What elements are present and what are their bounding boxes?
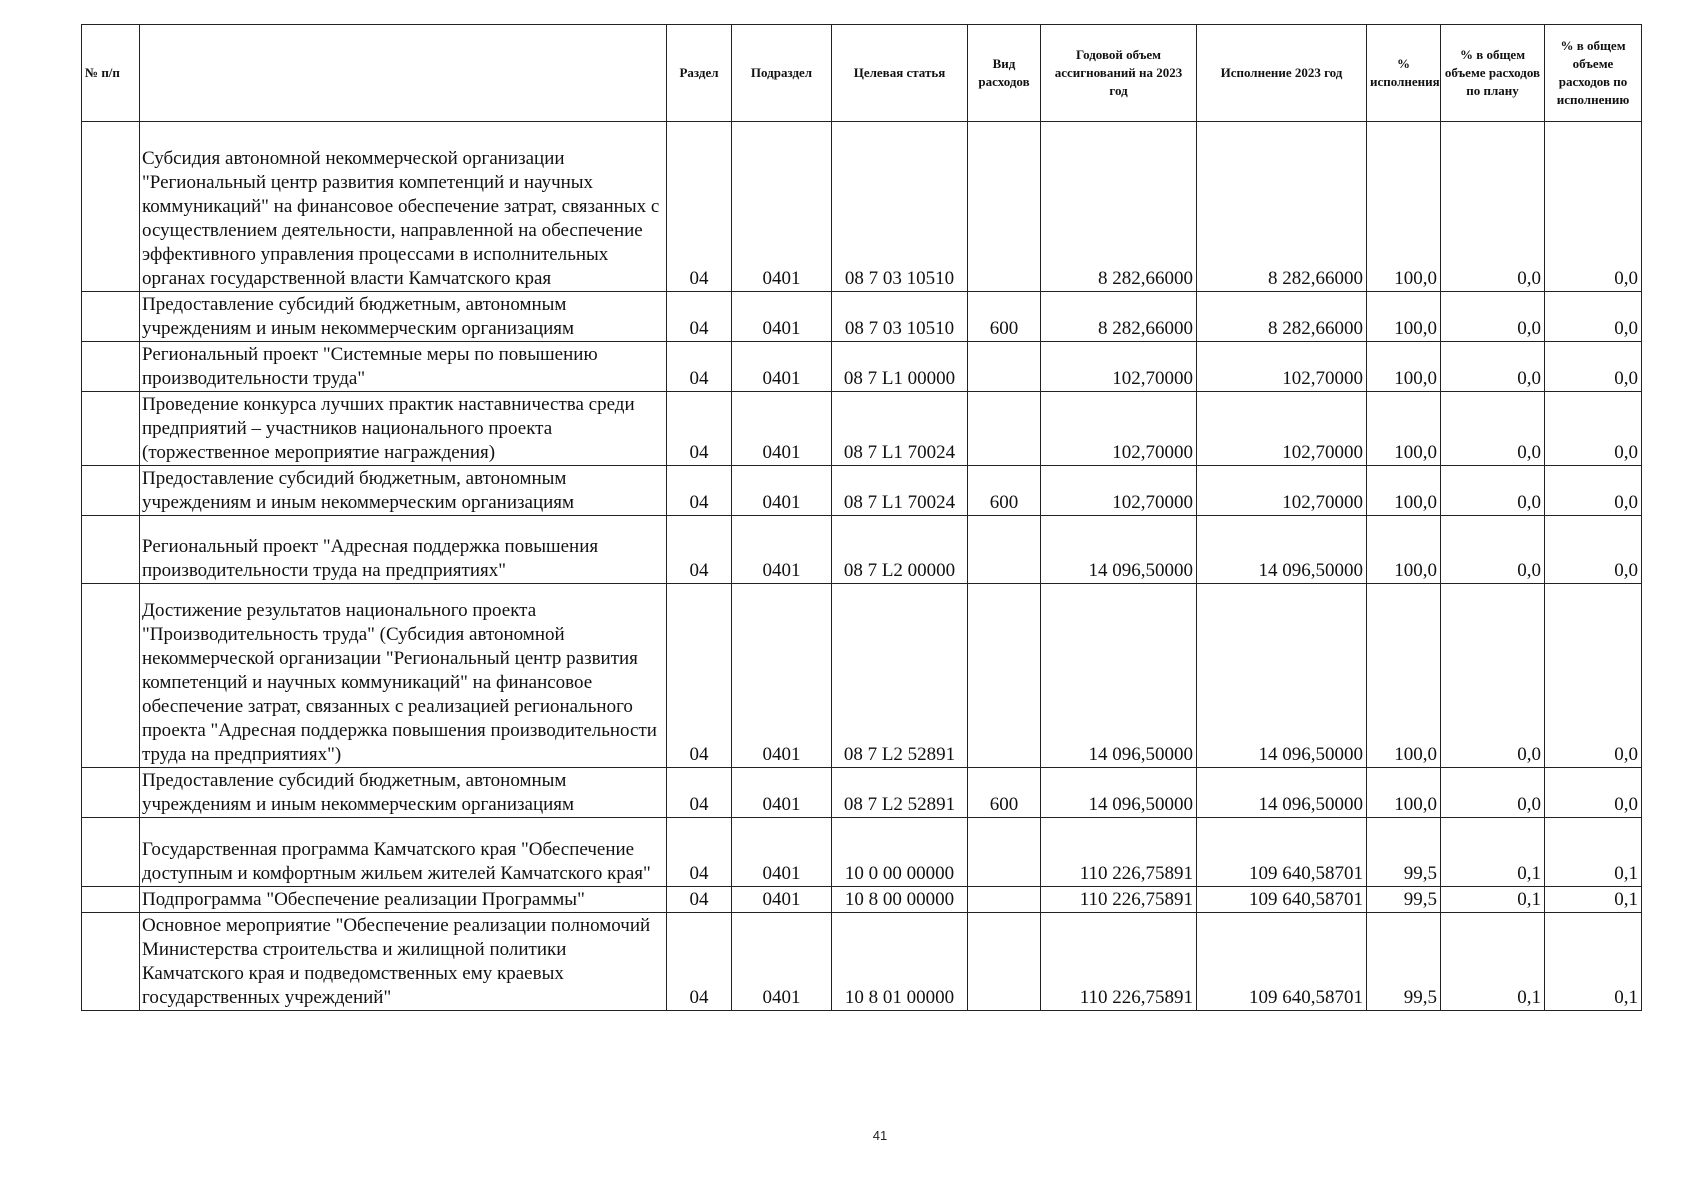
cell-pct-total-exec: 0,1 bbox=[1545, 887, 1642, 913]
cell-exec: 109 640,58701 bbox=[1197, 887, 1367, 913]
cell-type bbox=[968, 913, 1041, 1011]
header-pct-exec: % исполнения bbox=[1367, 25, 1441, 122]
cell-target: 10 0 00 00000 bbox=[832, 818, 968, 887]
table-row bbox=[82, 887, 1642, 913]
cell-num bbox=[82, 887, 140, 913]
cell-section: 04 bbox=[667, 768, 732, 818]
cell-target: 10 8 00 00000 bbox=[832, 887, 968, 913]
cell-type bbox=[968, 516, 1041, 584]
cell-section: 04 bbox=[667, 392, 732, 466]
cell-name: Основное мероприятие "Обеспечение реализации полномочий Министерства строительства и жилищной политики Камчатского края и подведомственных ему краевых государственных учреждений" bbox=[140, 913, 667, 1011]
cell-plan: 102,70000 bbox=[1041, 342, 1197, 392]
budget-table bbox=[81, 24, 1642, 1011]
cell-pct-plan: 0,0 bbox=[1441, 292, 1545, 342]
cell-subsection: 0401 bbox=[732, 466, 832, 516]
cell-pct-exec: 100,0 bbox=[1367, 392, 1441, 466]
cell-pct-exec: 100,0 bbox=[1367, 768, 1441, 818]
cell-target: 10 8 01 00000 bbox=[832, 913, 968, 1011]
cell-type bbox=[968, 122, 1041, 292]
cell-type bbox=[968, 818, 1041, 887]
cell-target: 08 7 L2 00000 bbox=[832, 516, 968, 584]
cell-type bbox=[968, 584, 1041, 768]
cell-pct-plan: 0,1 bbox=[1441, 913, 1545, 1011]
table-row bbox=[82, 584, 1642, 768]
table-row bbox=[82, 818, 1642, 887]
cell-plan: 14 096,50000 bbox=[1041, 768, 1197, 818]
cell-target: 08 7 L1 70024 bbox=[832, 466, 968, 516]
cell-subsection: 0401 bbox=[732, 342, 832, 392]
cell-pct-total-exec: 0,0 bbox=[1545, 584, 1642, 768]
cell-section: 04 bbox=[667, 516, 732, 584]
table-row bbox=[82, 466, 1642, 516]
cell-plan: 110 226,75891 bbox=[1041, 887, 1197, 913]
cell-plan: 110 226,75891 bbox=[1041, 913, 1197, 1011]
table-row bbox=[82, 292, 1642, 342]
cell-type bbox=[968, 392, 1041, 466]
cell-section: 04 bbox=[667, 466, 732, 516]
cell-exec: 102,70000 bbox=[1197, 342, 1367, 392]
cell-plan: 14 096,50000 bbox=[1041, 516, 1197, 584]
cell-pct-total-exec: 0,0 bbox=[1545, 768, 1642, 818]
cell-section: 04 bbox=[667, 292, 732, 342]
cell-target: 08 7 03 10510 bbox=[832, 122, 968, 292]
cell-type: 600 bbox=[968, 466, 1041, 516]
cell-subsection: 0401 bbox=[732, 768, 832, 818]
cell-num bbox=[82, 913, 140, 1011]
cell-num bbox=[82, 584, 140, 768]
cell-pct-exec: 100,0 bbox=[1367, 342, 1441, 392]
cell-name: Государственная программа Камчатского края "Обеспечение доступным и комфортным жильем жителей Камчатского края" bbox=[140, 818, 667, 887]
cell-subsection: 0401 bbox=[732, 516, 832, 584]
cell-section: 04 bbox=[667, 913, 732, 1011]
cell-pct-plan: 0,0 bbox=[1441, 516, 1545, 584]
cell-exec: 14 096,50000 bbox=[1197, 516, 1367, 584]
cell-num bbox=[82, 818, 140, 887]
cell-num bbox=[82, 292, 140, 342]
cell-type: 600 bbox=[968, 292, 1041, 342]
table-row bbox=[82, 768, 1642, 818]
cell-num bbox=[82, 768, 140, 818]
table-header-row bbox=[82, 25, 1642, 122]
cell-exec: 8 282,66000 bbox=[1197, 122, 1367, 292]
cell-subsection: 0401 bbox=[732, 887, 832, 913]
header-section: Раздел bbox=[667, 25, 732, 122]
cell-plan: 14 096,50000 bbox=[1041, 584, 1197, 768]
cell-plan: 102,70000 bbox=[1041, 392, 1197, 466]
cell-name: Региональный проект "Адресная поддержка повышения производительности труда на предприятиях" bbox=[140, 516, 667, 584]
cell-target: 08 7 L2 52891 bbox=[832, 584, 968, 768]
cell-pct-total-exec: 0,0 bbox=[1545, 292, 1642, 342]
cell-subsection: 0401 bbox=[732, 818, 832, 887]
cell-plan: 8 282,66000 bbox=[1041, 122, 1197, 292]
cell-target: 08 7 03 10510 bbox=[832, 292, 968, 342]
cell-pct-plan: 0,0 bbox=[1441, 584, 1545, 768]
cell-pct-total-exec: 0,1 bbox=[1545, 913, 1642, 1011]
cell-name: Субсидия автономной некоммерческой организации "Региональный центр развития компетенций и научных коммуникаций" на финансовое обеспечение затрат, связанных с осуществлением деятельности, направленной на обеспечение эффективного управления процессами в исполнительных органах государственной власти Камчатского края bbox=[140, 122, 667, 292]
header-exec: Исполнение 2023 год bbox=[1197, 25, 1367, 122]
cell-pct-plan: 0,0 bbox=[1441, 392, 1545, 466]
cell-section: 04 bbox=[667, 584, 732, 768]
cell-exec: 109 640,58701 bbox=[1197, 818, 1367, 887]
cell-pct-total-exec: 0,1 bbox=[1545, 818, 1642, 887]
cell-name: Предоставление субсидий бюджетным, автономным учреждениям и иным некоммерческим организациям bbox=[140, 768, 667, 818]
cell-subsection: 0401 bbox=[732, 913, 832, 1011]
cell-plan: 102,70000 bbox=[1041, 466, 1197, 516]
cell-subsection: 0401 bbox=[732, 392, 832, 466]
cell-pct-exec: 99,5 bbox=[1367, 913, 1441, 1011]
cell-name: Предоставление субсидий бюджетным, автономным учреждениям и иным некоммерческим организациям bbox=[140, 292, 667, 342]
cell-pct-plan: 0,0 bbox=[1441, 466, 1545, 516]
table-row bbox=[82, 392, 1642, 466]
cell-section: 04 bbox=[667, 122, 732, 292]
cell-name: Проведение конкурса лучших практик наставничества среди предприятий – участников национального проекта (торжественное мероприятие награждения) bbox=[140, 392, 667, 466]
cell-type: 600 bbox=[968, 768, 1041, 818]
cell-pct-total-exec: 0,0 bbox=[1545, 122, 1642, 292]
cell-subsection: 0401 bbox=[732, 584, 832, 768]
cell-plan: 110 226,75891 bbox=[1041, 818, 1197, 887]
cell-pct-total-exec: 0,0 bbox=[1545, 466, 1642, 516]
cell-name: Предоставление субсидий бюджетным, автономным учреждениям и иным некоммерческим организациям bbox=[140, 466, 667, 516]
table-row bbox=[82, 122, 1642, 292]
cell-name: Достижение результатов национального проекта "Производительность труда" (Субсидия автономной некоммерческой организации "Региональный центр развития компетенций и научных коммуникаций" на финансовое обеспечение затрат, связанных с реализацией регионального проекта "Адресная поддержка повышения производительности труда на предприятиях") bbox=[140, 584, 667, 768]
cell-target: 08 7 L1 70024 bbox=[832, 392, 968, 466]
cell-pct-plan: 0,0 bbox=[1441, 342, 1545, 392]
cell-pct-exec: 100,0 bbox=[1367, 292, 1441, 342]
cell-pct-exec: 100,0 bbox=[1367, 516, 1441, 584]
cell-num bbox=[82, 392, 140, 466]
cell-num bbox=[82, 122, 140, 292]
cell-pct-plan: 0,1 bbox=[1441, 818, 1545, 887]
cell-exec: 102,70000 bbox=[1197, 392, 1367, 466]
table-row bbox=[82, 913, 1642, 1011]
cell-name: Подпрограмма "Обеспечение реализации Программы" bbox=[140, 887, 667, 913]
cell-pct-exec: 100,0 bbox=[1367, 584, 1441, 768]
page-number: 41 bbox=[872, 1128, 888, 1143]
header-name bbox=[140, 25, 667, 122]
cell-subsection: 0401 bbox=[732, 292, 832, 342]
cell-pct-exec: 100,0 bbox=[1367, 122, 1441, 292]
table-body bbox=[82, 122, 1642, 1011]
cell-section: 04 bbox=[667, 887, 732, 913]
cell-section: 04 bbox=[667, 342, 732, 392]
header-subsection: Подраздел bbox=[732, 25, 832, 122]
cell-exec: 102,70000 bbox=[1197, 466, 1367, 516]
cell-target: 08 7 L1 00000 bbox=[832, 342, 968, 392]
cell-pct-exec: 100,0 bbox=[1367, 466, 1441, 516]
cell-plan: 8 282,66000 bbox=[1041, 292, 1197, 342]
header-type: Вид расходов bbox=[968, 25, 1041, 122]
cell-target: 08 7 L2 52891 bbox=[832, 768, 968, 818]
cell-type bbox=[968, 887, 1041, 913]
cell-exec: 14 096,50000 bbox=[1197, 584, 1367, 768]
cell-num bbox=[82, 466, 140, 516]
header-plan: Годовой объем ассигнований на 2023 год bbox=[1041, 25, 1197, 122]
cell-num bbox=[82, 342, 140, 392]
cell-pct-total-exec: 0,0 bbox=[1545, 516, 1642, 584]
table-row bbox=[82, 516, 1642, 584]
cell-section: 04 bbox=[667, 818, 732, 887]
cell-exec: 14 096,50000 bbox=[1197, 768, 1367, 818]
header-pct-total-exec: % в общем объеме расходов по исполнению bbox=[1545, 25, 1642, 122]
cell-pct-total-exec: 0,0 bbox=[1545, 342, 1642, 392]
cell-pct-plan: 0,1 bbox=[1441, 887, 1545, 913]
cell-name: Региональный проект "Системные меры по повышению производительности труда" bbox=[140, 342, 667, 392]
table-row bbox=[82, 342, 1642, 392]
cell-exec: 8 282,66000 bbox=[1197, 292, 1367, 342]
header-target: Целевая статья bbox=[832, 25, 968, 122]
header-num: № п/п bbox=[82, 25, 140, 122]
cell-pct-exec: 99,5 bbox=[1367, 887, 1441, 913]
cell-pct-plan: 0,0 bbox=[1441, 122, 1545, 292]
cell-pct-exec: 99,5 bbox=[1367, 818, 1441, 887]
cell-type bbox=[968, 342, 1041, 392]
header-pct-plan: % в общем объеме расходов по плану bbox=[1441, 25, 1545, 122]
cell-num bbox=[82, 516, 140, 584]
cell-pct-total-exec: 0,0 bbox=[1545, 392, 1642, 466]
cell-subsection: 0401 bbox=[732, 122, 832, 292]
cell-exec: 109 640,58701 bbox=[1197, 913, 1367, 1011]
cell-pct-plan: 0,0 bbox=[1441, 768, 1545, 818]
